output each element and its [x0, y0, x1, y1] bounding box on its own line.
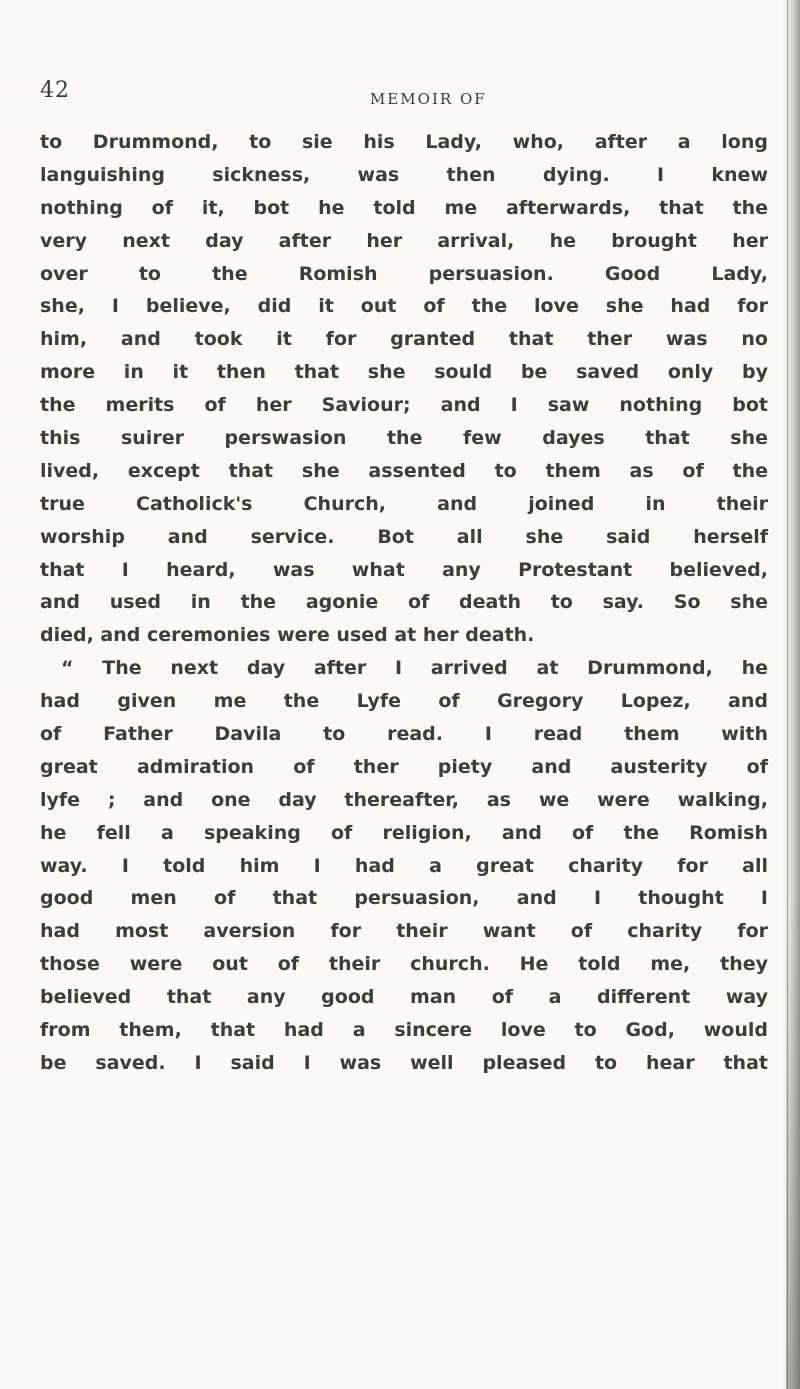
text-line: lyfe ; and one day thereafter, as we were walking,	[40, 788, 768, 811]
text-line: worship and service. Bot all she said herself	[40, 525, 768, 548]
text-line: over to the Romish persuasion. Good Lady,	[40, 262, 768, 285]
text-line: great admiration of ther piety and austerity of	[40, 755, 768, 778]
page-edge-darkening	[786, 889, 800, 1389]
running-head	[0, 78, 800, 130]
text-line: more in it then that she sould be saved only by	[40, 361, 768, 384]
text-line: had given me the Lyfe of Gregory Lopez, and	[40, 690, 768, 713]
body-text	[40, 126, 768, 1080]
text-line: this suirer perswasion the few dayes that she	[40, 427, 768, 450]
text-line: “ The next day after I arrived at Drummond, he	[61, 657, 768, 680]
text-line: nothing of it, bot he told me afterwards, that the	[40, 196, 768, 219]
text-line: those were out of their church. He told me, they	[40, 953, 768, 976]
text-line: languishing sickness, was then dying. I knew	[40, 163, 768, 186]
text-line: of Father Davila to read. I read them with	[40, 723, 768, 746]
text-line: to Drummond, to sie his Lady, who, after a long	[40, 131, 768, 153]
text-line: true Catholick's Church, and joined in their	[40, 492, 768, 515]
text-line: him, and took it for granted that ther was no	[40, 328, 768, 351]
text-line: died, and ceremonies were used at her death.	[40, 624, 535, 647]
text-line: lived, except that she assented to them as of the	[40, 459, 768, 482]
text-line: be saved. I said I was well pleased to hear that	[40, 1051, 768, 1074]
text-line: had most aversion for their want of charity for	[40, 920, 768, 943]
text-line: very next day after her arrival, he brought her	[40, 229, 768, 252]
text-line: good men of that persuasion, and I thought I	[40, 887, 768, 910]
text-line: the merits of her Saviour; and I saw nothing bot	[40, 394, 768, 417]
text-line: that I heard, was what any Protestant believed,	[40, 558, 768, 581]
text-line: and used in the agonie of death to say. So she	[40, 591, 768, 614]
text-line: way. I told him I had a great charity for all	[40, 854, 768, 877]
running-title: MEMOIR OF	[370, 90, 487, 108]
text-line: believed that any good man of a different way	[40, 986, 768, 1009]
text-line: she, I believe, did it out of the love she had for	[40, 295, 768, 318]
text-line: from them, that had a sincere love to God, would	[40, 1019, 768, 1042]
text-line: he fell a speaking of religion, and of the Romish	[40, 821, 768, 844]
page-number: 42	[40, 78, 70, 103]
